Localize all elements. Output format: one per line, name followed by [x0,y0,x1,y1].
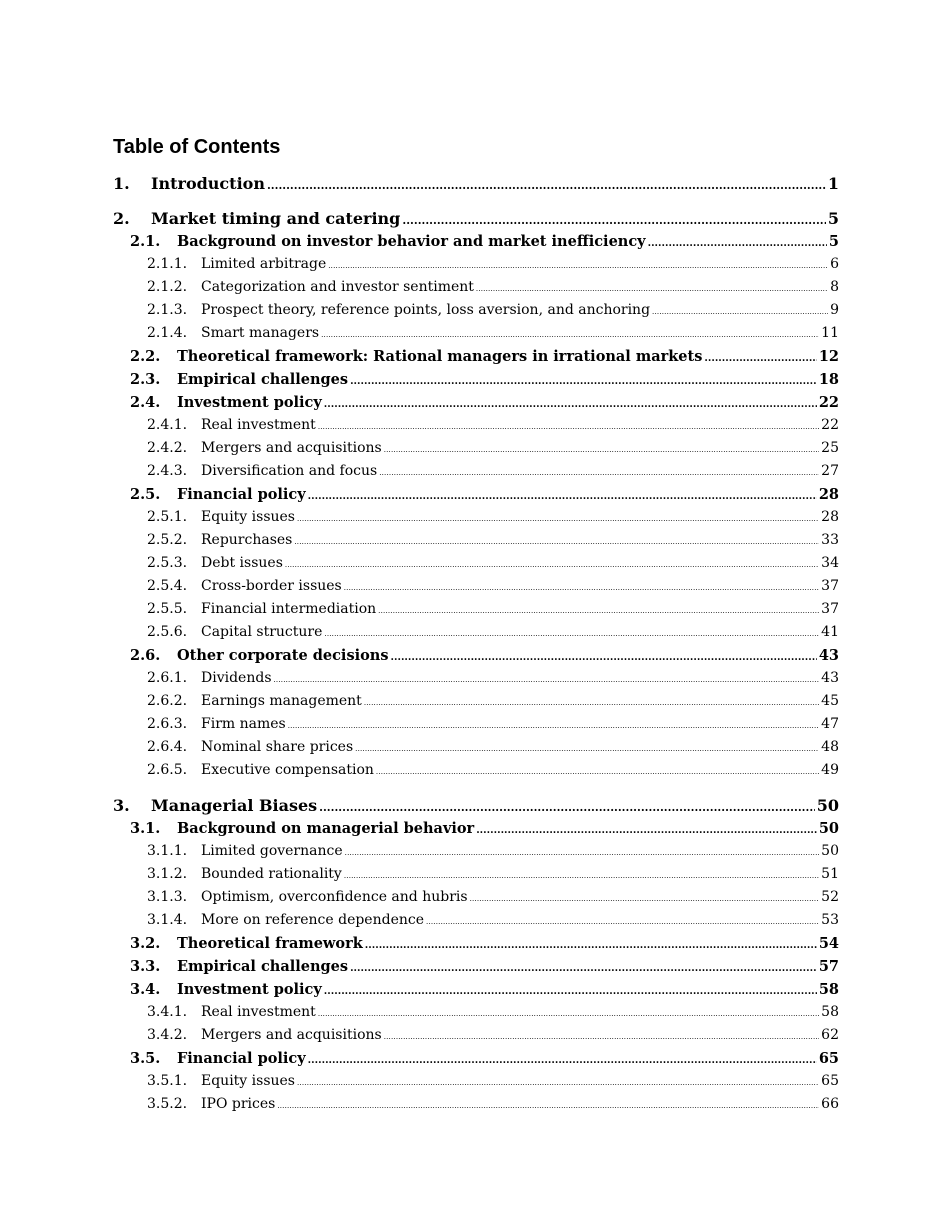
toc-entry-page-number[interactable]: 43 [818,647,839,664]
dot-leader [704,347,816,370]
toc-entry-title[interactable]: Prospect theory, reference points, loss aversion, and anchoring [201,302,651,318]
toc-entry-page-number[interactable]: 37 [821,578,839,594]
dot-leader [274,669,820,692]
dot-leader [308,1049,817,1072]
toc-entry-number: 3.1.3. [147,889,188,905]
toc-entry-page-number[interactable]: 1 [827,174,839,193]
dot-leader [324,980,817,1003]
toc-entry-page-number[interactable]: 22 [818,394,839,411]
dot-leader [355,738,819,761]
toc-entry-page-number[interactable]: 28 [818,486,839,503]
toc-entry-number: 2.6.3. [147,716,188,732]
toc-entry-page-number[interactable]: 18 [818,371,839,388]
dot-leader [297,1072,819,1095]
toc-entry-number: 2. [113,209,130,228]
toc-entry[interactable] [113,575,839,598]
toc-entry-number: 2.6.4. [147,739,188,755]
toc-entry-number: 2.1. [130,233,161,250]
toc-entry[interactable] [113,414,839,437]
toc-entry-title[interactable]: Bounded rationality [201,866,342,882]
dot-leader [426,911,819,934]
toc-entry-title[interactable]: Real investment [201,1004,316,1020]
toc-entry[interactable] [113,345,839,368]
toc-entry[interactable] [113,299,839,322]
toc-entry-page-number[interactable]: 48 [821,739,839,755]
toc-entry-number: 3.1.2. [147,866,188,882]
toc-entry-title[interactable]: Optimism, overconfidence and hubris [201,889,468,905]
toc-entry-page-number[interactable]: 28 [821,509,839,525]
toc-entry-page-number[interactable]: 11 [821,325,839,341]
toc-entry-number: 2.1.2. [147,279,188,295]
toc-entry-number: 3.5. [130,1050,161,1067]
dot-leader [344,577,819,600]
dot-leader [308,485,817,508]
toc-entry[interactable] [113,598,839,621]
dot-leader [277,1095,819,1118]
toc-entry[interactable] [113,1047,839,1070]
toc-entry-number: 2.5.3. [147,555,188,571]
toc-entry-title[interactable]: Nominal share prices [201,739,354,755]
toc-entry-title[interactable]: Real investment [201,417,316,433]
dot-leader [648,232,827,255]
toc-entry[interactable] [113,909,839,932]
toc-entry-page-number[interactable]: 8 [830,279,839,295]
toc-entry-title[interactable]: Repurchases [201,532,293,548]
toc-entry-title[interactable]: More on reference dependence [201,912,425,928]
toc-entry-page-number[interactable]: 51 [821,866,839,882]
toc-entry-number: 1. [113,174,130,193]
toc-entry-title[interactable]: Dividends [201,670,272,686]
toc-entry-number: 3.3. [130,958,161,975]
dot-leader [378,600,819,623]
toc-entry-page-number[interactable]: 5 [827,209,839,228]
toc-entry-number: 3.4.2. [147,1027,188,1043]
dot-leader [402,209,825,232]
toc-entry-title[interactable]: Debt issues [201,555,283,571]
toc-entry-title[interactable]: Firm names [201,716,286,732]
toc-entry-number: 2.4.1. [147,417,188,433]
dot-leader [350,957,817,980]
toc-entry-number: 2.2. [130,348,161,365]
toc-entry[interactable] [113,483,839,506]
toc-entry-page-number[interactable]: 66 [821,1096,839,1112]
toc-entry-number: 2.5.4. [147,578,188,594]
toc-entry-number: 2.4.3. [147,463,188,479]
toc-entry-number: 2.4. [130,394,161,411]
toc-entry[interactable] [113,1001,839,1024]
toc-entry-page-number[interactable]: 25 [821,440,839,456]
toc-entry-title[interactable]: Introduction [151,174,265,193]
dot-leader [365,934,817,957]
toc-entry-number: 3.5.1. [147,1073,188,1089]
toc-entry[interactable] [113,863,839,886]
toc-entry[interactable] [113,955,839,978]
toc-entry[interactable] [113,506,839,529]
toc-entry[interactable] [113,437,839,460]
toc-entry-page-number[interactable]: 12 [818,348,839,365]
toc-entry-title[interactable]: Capital structure [201,624,323,640]
document-page [113,132,839,1116]
toc-entry-page-number[interactable]: 54 [818,935,839,952]
toc-entry-number: 3.5.2. [147,1096,188,1112]
dot-leader [384,439,819,462]
toc-entry-title[interactable]: Mergers and acquisitions [201,1027,382,1043]
toc-entry-page-number[interactable]: 50 [821,843,839,859]
dot-leader [652,301,828,324]
toc-entry-title[interactable]: Equity issues [201,509,295,525]
toc-entry-title[interactable]: Earnings management [201,693,362,709]
toc-entry-title[interactable]: Investment policy [177,981,322,998]
toc-entry[interactable] [113,253,839,276]
dot-leader [318,416,819,439]
dot-leader [476,819,817,842]
toc-entry[interactable] [113,886,839,909]
toc-entry-title[interactable]: Mergers and acquisitions [201,440,382,456]
toc-entry-title[interactable]: Limited governance [201,843,343,859]
toc-entry-number: 3.1. [130,820,161,837]
toc-entry[interactable] [113,713,839,736]
toc-entry-page-number[interactable]: 50 [816,796,839,815]
dot-leader [294,531,819,554]
toc-entry[interactable] [113,529,839,552]
dot-leader [344,865,819,888]
toc-entry-title[interactable]: Theoretical framework: Rational managers in irrational markets [177,348,703,365]
toc-entry-number: 2.5.1. [147,509,188,525]
toc-entry[interactable] [113,1070,839,1093]
toc-list [113,172,839,1116]
toc-entry-title[interactable]: Theoretical framework [177,935,363,952]
toc-entry[interactable] [113,322,839,345]
toc-entry-page-number[interactable]: 22 [821,417,839,433]
toc-entry[interactable] [113,1024,839,1047]
toc-entry[interactable] [113,644,839,667]
dot-leader [345,842,820,865]
toc-entry-title[interactable]: Background on investor behavior and market inefficiency [177,233,646,250]
page-title: Table of Contents [113,136,281,158]
toc-entry-title[interactable]: Market timing and catering [151,209,401,228]
toc-entry-page-number[interactable]: 58 [821,1004,839,1020]
dot-leader [328,255,828,278]
toc-entry-number: 3.4.1. [147,1004,188,1020]
toc-entry-page-number[interactable]: 53 [821,912,839,928]
toc-entry-title[interactable]: Empirical challenges [177,371,349,388]
toc-entry-number: 2.5.6. [147,624,188,640]
toc-entry[interactable] [113,817,839,840]
toc-entry-title[interactable]: Equity issues [201,1073,295,1089]
toc-entry-page-number[interactable]: 43 [821,670,839,686]
toc-entry-page-number[interactable]: 34 [821,555,839,571]
dot-leader [267,174,826,197]
toc-entry-page-number[interactable]: 52 [821,889,839,905]
toc-entry-number: 2.6. [130,647,161,664]
dot-leader [319,796,815,819]
dot-leader [379,462,819,485]
toc-entry-page-number[interactable]: 65 [818,1050,839,1067]
toc-entry-title[interactable]: IPO prices [201,1096,276,1112]
toc-entry-title[interactable]: Empirical challenges [177,958,349,975]
toc-entry-number: 2.4.2. [147,440,188,456]
dot-leader [476,278,828,301]
toc-entry-number: 2.6.2. [147,693,188,709]
dot-leader [324,393,817,416]
toc-entry-title[interactable]: Limited arbitrage [201,256,327,272]
toc-entry-page-number[interactable]: 45 [821,693,839,709]
toc-entry[interactable] [113,207,839,230]
toc-entry[interactable] [113,368,839,391]
toc-entry[interactable] [113,621,839,644]
toc-entry-page-number[interactable]: 62 [821,1027,839,1043]
toc-entry[interactable] [113,690,839,713]
toc-entry-title[interactable]: Other corporate decisions [177,647,389,664]
dot-leader [297,508,819,531]
toc-entry[interactable] [113,667,839,690]
dot-leader [321,324,819,347]
toc-entry-page-number[interactable]: 33 [821,532,839,548]
toc-entry-number: 2.1.1. [147,256,188,272]
toc-entry[interactable] [113,276,839,299]
dot-leader [288,715,819,738]
toc-entry-page-number[interactable]: 27 [821,463,839,479]
toc-entry-page-number[interactable]: 9 [830,302,839,318]
dot-leader [470,888,820,911]
toc-entry-title[interactable]: Diversification and focus [201,463,378,479]
toc-entry-number: 2.1.4. [147,325,188,341]
toc-entry-title[interactable]: Managerial Biases [151,796,318,815]
dot-leader [391,646,817,669]
toc-entry-number: 2.6.1. [147,670,188,686]
dot-leader [318,1003,819,1026]
toc-entry-number: 3.1.1. [147,843,188,859]
dot-leader [324,623,819,646]
toc-entry-title[interactable]: Executive compensation [201,762,374,778]
dot-leader [364,692,819,715]
toc-entry-page-number[interactable]: 5 [828,233,839,250]
toc-entry-title[interactable]: Cross-border issues [201,578,342,594]
toc-entry-page-number[interactable]: 65 [821,1073,839,1089]
dot-leader [285,554,819,577]
dot-leader [350,370,817,393]
toc-entry-number: 3.2. [130,935,161,952]
toc-entry[interactable] [113,460,839,483]
toc-entry[interactable] [113,736,839,759]
toc-entry-title[interactable]: Financial policy [177,486,306,503]
toc-entry[interactable] [113,230,839,253]
toc-entry-title[interactable]: Financial policy [177,1050,306,1067]
toc-entry-title[interactable]: Categorization and investor sentiment [201,279,474,295]
toc-entry-title[interactable]: Smart managers [201,325,320,341]
toc-entry-page-number[interactable]: 58 [818,981,839,998]
toc-entry[interactable] [113,978,839,1001]
toc-entry[interactable] [113,391,839,414]
toc-entry[interactable] [113,794,839,817]
dot-leader [384,1026,819,1049]
toc-entry-page-number[interactable]: 6 [830,256,839,272]
toc-entry-number: 3.1.4. [147,912,188,928]
toc-entry[interactable] [113,932,839,955]
toc-entry-number: 2.5.5. [147,601,188,617]
toc-entry-page-number[interactable]: 57 [818,958,839,975]
toc-entry-number: 2.6.5. [147,762,188,778]
toc-entry-number: 2.1.3. [147,302,188,318]
toc-entry-number: 3.4. [130,981,161,998]
toc-entry-page-number[interactable]: 47 [821,716,839,732]
dot-leader [376,761,819,784]
toc-entry-page-number[interactable]: 37 [821,601,839,617]
toc-entry-page-number[interactable]: 49 [821,762,839,778]
toc-entry-number: 3. [113,796,130,815]
toc-entry-page-number[interactable]: 50 [818,820,839,837]
toc-entry[interactable] [113,840,839,863]
toc-entry-page-number[interactable]: 41 [821,624,839,640]
toc-entry[interactable] [113,172,839,195]
toc-entry-number: 2.5. [130,486,161,503]
toc-entry-number: 2.5.2. [147,532,188,548]
toc-entry[interactable] [113,552,839,575]
toc-entry-title[interactable]: Investment policy [177,394,322,411]
toc-entry[interactable] [113,1093,839,1116]
toc-entry[interactable] [113,759,839,782]
toc-entry-title[interactable]: Background on managerial behavior [177,820,475,837]
toc-entry-title[interactable]: Financial intermediation [201,601,377,617]
toc-entry-number: 2.3. [130,371,161,388]
